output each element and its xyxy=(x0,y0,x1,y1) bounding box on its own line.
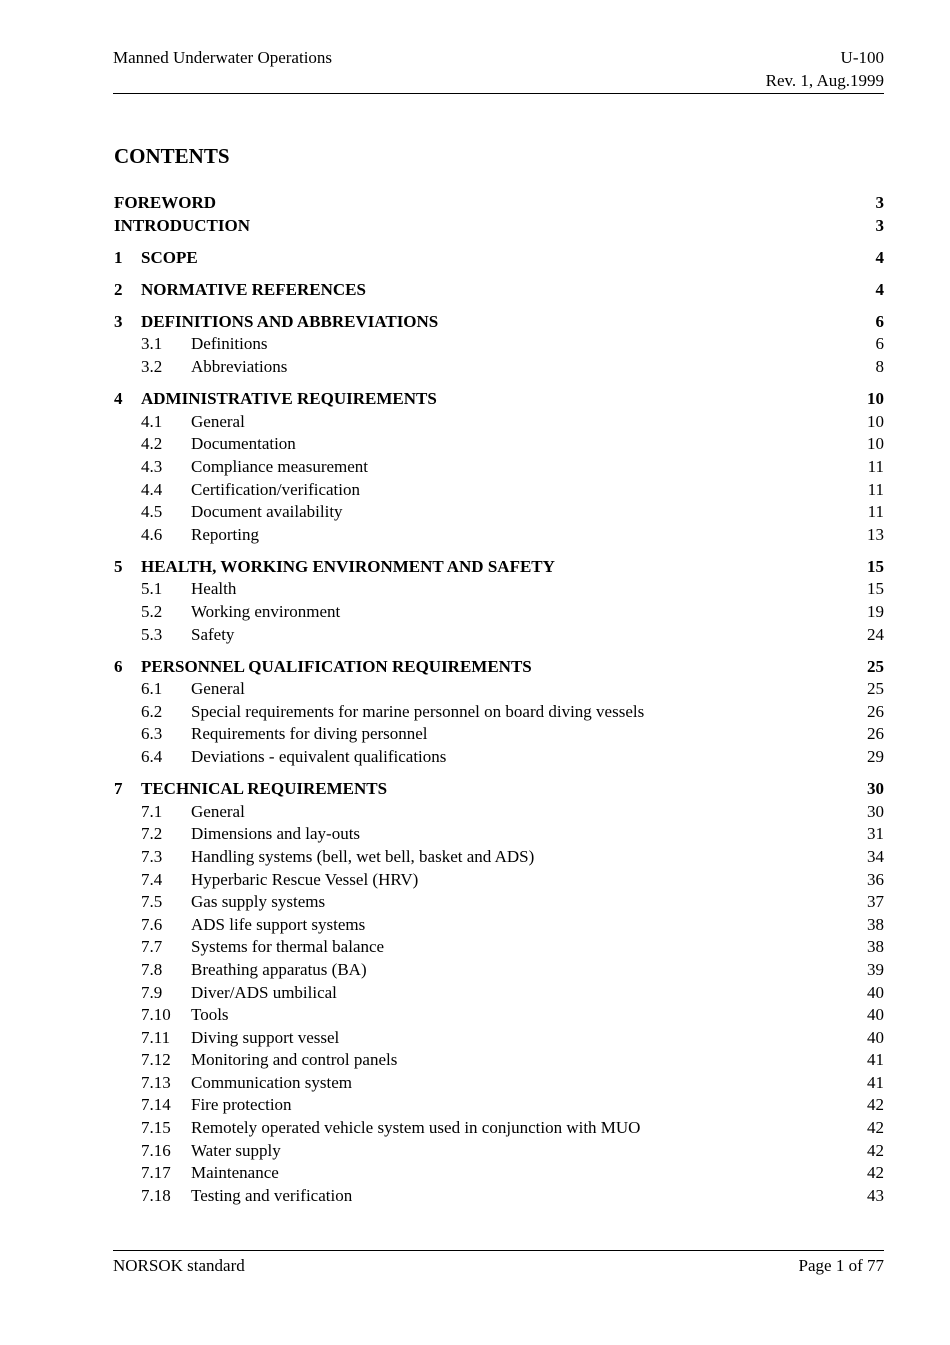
toc-entry-label: INTRODUCTION xyxy=(114,215,251,235)
toc-section-7-13[interactable] xyxy=(114,1072,884,1095)
toc-section-page: 8 xyxy=(875,357,884,377)
toc-entry-page: 3 xyxy=(875,215,884,235)
toc-section-page: 29 xyxy=(867,747,884,767)
toc-section-page: 11 xyxy=(867,456,884,476)
toc-section-7-4[interactable] xyxy=(114,869,884,892)
toc-section-7-2[interactable] xyxy=(114,823,884,846)
toc-section-number: 7.7 xyxy=(141,937,163,957)
toc-section-page: 39 xyxy=(867,959,884,979)
toc-section-6-4[interactable] xyxy=(114,746,884,769)
toc-section-number: 5.2 xyxy=(141,602,163,621)
toc-section-number: 7.4 xyxy=(141,869,163,889)
toc-section-7-12[interactable] xyxy=(114,1049,884,1072)
toc-section-label: Dimensions and lay-outs xyxy=(191,824,361,844)
contents-heading: CONTENTS xyxy=(114,144,230,168)
toc-section-label: Requirements for diving personnel xyxy=(191,724,428,744)
toc-section-3-1[interactable] xyxy=(114,333,884,356)
toc-chapter-number: 2 xyxy=(114,279,123,299)
toc-section-page: 15 xyxy=(867,579,884,599)
toc-section-3-2[interactable] xyxy=(114,356,884,379)
toc-section-5-1[interactable] xyxy=(114,578,884,601)
toc-section-6-2[interactable] xyxy=(114,701,884,724)
toc-section-number: 7.1 xyxy=(141,801,163,821)
toc-section-number: 4.4 xyxy=(141,479,163,499)
document-code: U-100 xyxy=(840,48,884,67)
toc-chapter-number: 7 xyxy=(114,779,123,799)
footer-divider xyxy=(113,1250,884,1251)
toc-chapter-label: ADMINISTRATIVE REQUIREMENTS xyxy=(141,389,437,409)
toc-section-page: 36 xyxy=(867,869,884,889)
toc-chapter-label: DEFINITIONS AND ABBREVIATIONS xyxy=(141,311,439,331)
toc-section-7-10[interactable] xyxy=(114,1004,884,1027)
table-of-contents xyxy=(114,192,884,1207)
toc-section-7-8[interactable] xyxy=(114,959,884,982)
toc-section-page: 26 xyxy=(867,724,884,744)
toc-section-number: 7.5 xyxy=(141,892,163,912)
toc-section-5-3[interactable] xyxy=(114,624,884,647)
toc-section-number: 7.18 xyxy=(141,1185,171,1205)
toc-section-label: Gas supply systems xyxy=(191,892,326,912)
toc-chapter-label: PERSONNEL QUALIFICATION REQUIREMENTS xyxy=(141,656,532,676)
toc-section-number: 6.3 xyxy=(141,724,163,744)
toc-section-7-14[interactable] xyxy=(114,1094,884,1117)
document-title: Manned Underwater Operations xyxy=(113,48,333,67)
toc-entry-label: FOREWORD xyxy=(114,193,216,212)
toc-chapter-1[interactable] xyxy=(114,247,884,270)
toc-section-page: 10 xyxy=(867,411,884,431)
toc-section-4-5[interactable] xyxy=(114,501,884,524)
toc-section-number: 5.1 xyxy=(141,579,163,599)
toc-section-7-17[interactable] xyxy=(114,1162,884,1185)
toc-section-page: 40 xyxy=(867,982,884,1002)
toc-section-label: Compliance measurement xyxy=(191,456,369,476)
toc-section-7-6[interactable] xyxy=(114,914,884,937)
toc-chapter-page: 4 xyxy=(875,279,884,299)
toc-chapter-label: HEALTH, WORKING ENVIRONMENT AND SAFETY xyxy=(141,556,555,576)
toc-chapter-number: 4 xyxy=(114,389,123,409)
toc-chapter-5[interactable] xyxy=(114,556,884,579)
toc-section-label: Monitoring and control panels xyxy=(191,1050,398,1070)
toc-chapter-7[interactable] xyxy=(114,778,884,801)
toc-section-page: 37 xyxy=(867,892,884,912)
toc-section-7-5[interactable] xyxy=(114,891,884,914)
toc-chapter-page: 25 xyxy=(867,656,884,676)
toc-section-number: 6.4 xyxy=(141,747,163,767)
toc-section-number: 7.15 xyxy=(141,1118,171,1138)
toc-section-page: 19 xyxy=(867,602,884,621)
toc-section-7-18[interactable] xyxy=(114,1185,884,1208)
toc-section-7-9[interactable] xyxy=(114,982,884,1005)
toc-section-page: 42 xyxy=(867,1140,884,1160)
toc-section-label: General xyxy=(191,801,245,821)
toc-section-number: 7.8 xyxy=(141,959,163,979)
toc-section-label: Water supply xyxy=(191,1140,281,1160)
toc-section-number: 7.14 xyxy=(141,1095,171,1115)
toc-section-number: 7.12 xyxy=(141,1050,171,1070)
toc-section-4-3[interactable] xyxy=(114,456,884,479)
toc-section-number: 6.2 xyxy=(141,701,163,721)
toc-section-label: General xyxy=(191,679,245,699)
toc-section-label: General xyxy=(191,411,245,431)
toc-section-page: 11 xyxy=(867,502,884,522)
toc-section-page: 38 xyxy=(867,937,884,957)
toc-section-number: 3.1 xyxy=(141,334,163,354)
toc-chapter-page: 6 xyxy=(875,311,884,331)
toc-section-label: Systems for thermal balance xyxy=(191,937,385,957)
toc-chapter-number: 1 xyxy=(114,247,123,267)
toc-chapter-label: TECHNICAL REQUIREMENTS xyxy=(141,779,388,799)
toc-chapter-3[interactable] xyxy=(114,311,884,334)
toc-entry-introduction[interactable] xyxy=(114,215,884,238)
page-number: Page 1 of 77 xyxy=(798,1256,884,1275)
toc-section-page: 34 xyxy=(867,846,884,866)
toc-section-label: Abbreviations xyxy=(191,357,288,377)
toc-section-4-1[interactable] xyxy=(114,411,884,434)
toc-section-label: Safety xyxy=(191,624,235,644)
toc-chapter-2[interactable] xyxy=(114,279,884,302)
toc-section-page: 24 xyxy=(867,624,884,644)
toc-section-7-7[interactable] xyxy=(114,936,884,959)
toc-section-number: 7.9 xyxy=(141,982,163,1002)
toc-section-4-6[interactable] xyxy=(114,524,884,547)
toc-section-7-15[interactable] xyxy=(114,1117,884,1140)
toc-section-label: Documentation xyxy=(191,434,296,454)
toc-section-label: Reporting xyxy=(191,524,259,544)
toc-section-page: 30 xyxy=(867,801,884,821)
toc-chapter-page: 30 xyxy=(867,779,884,799)
toc-section-page: 10 xyxy=(867,434,884,454)
toc-section-page: 42 xyxy=(867,1118,884,1138)
toc-section-label: Fire protection xyxy=(191,1095,292,1115)
toc-section-number: 4.5 xyxy=(141,502,163,522)
toc-section-number: 7.13 xyxy=(141,1072,171,1092)
toc-section-6-3[interactable] xyxy=(114,723,884,746)
toc-section-number: 7.6 xyxy=(141,914,163,934)
toc-section-6-1[interactable] xyxy=(114,678,884,701)
toc-section-4-4[interactable] xyxy=(114,479,884,502)
toc-chapter-label: NORMATIVE REFERENCES xyxy=(141,279,366,299)
toc-entry-page: 3 xyxy=(875,193,884,212)
page-footer xyxy=(113,1250,884,1277)
toc-chapter-page: 4 xyxy=(875,247,884,267)
toc-section-label: Special requirements for marine personnel on board diving vessels xyxy=(191,701,645,721)
toc-section-label: Working environment xyxy=(191,602,341,621)
toc-section-page: 43 xyxy=(867,1185,884,1205)
toc-section-7-3[interactable] xyxy=(114,846,884,869)
toc-section-label: Health xyxy=(191,579,237,599)
toc-section-number: 5.3 xyxy=(141,624,163,644)
toc-section-page: 11 xyxy=(867,479,884,499)
document-revision: Rev. 1, Aug.1999 xyxy=(765,71,884,90)
toc-section-number: 7.11 xyxy=(141,1027,171,1047)
toc-section-page: 38 xyxy=(867,914,884,934)
toc-section-number: 4.6 xyxy=(141,524,163,544)
toc-section-label: Diver/ADS umbilical xyxy=(191,982,337,1002)
toc-section-page: 42 xyxy=(867,1163,884,1183)
toc-section-label: Testing and verification xyxy=(191,1185,353,1205)
toc-section-label: Maintenance xyxy=(191,1163,279,1183)
toc-section-page: 6 xyxy=(875,334,884,354)
toc-section-number: 4.1 xyxy=(141,411,163,431)
toc-chapter-label: SCOPE xyxy=(141,247,198,267)
toc-chapter-page: 10 xyxy=(867,389,884,409)
toc-section-page: 31 xyxy=(867,824,884,844)
toc-section-7-11[interactable] xyxy=(114,1027,884,1050)
toc-chapter-page: 15 xyxy=(867,556,884,576)
toc-section-page: 41 xyxy=(867,1072,884,1092)
toc-section-label: Communication system xyxy=(191,1072,353,1092)
toc-section-number: 7.16 xyxy=(141,1140,171,1160)
footer-standard: NORSOK standard xyxy=(113,1256,245,1275)
toc-section-label: Hyperbaric Rescue Vessel (HRV) xyxy=(191,869,419,889)
toc-section-page: 41 xyxy=(867,1050,884,1070)
toc-section-label: Breathing apparatus (BA) xyxy=(191,959,367,979)
toc-section-number: 7.17 xyxy=(141,1163,171,1183)
toc-section-4-2[interactable] xyxy=(114,433,884,456)
toc-section-7-1[interactable] xyxy=(114,801,884,824)
toc-section-label: Handling systems (bell, wet bell, basket and ADS) xyxy=(191,846,535,866)
toc-section-page: 42 xyxy=(867,1095,884,1115)
toc-chapter-number: 5 xyxy=(114,556,123,576)
toc-chapter-number: 3 xyxy=(114,311,123,331)
toc-section-page: 25 xyxy=(867,679,884,699)
toc-section-label: Diving support vessel xyxy=(191,1027,340,1047)
toc-section-label: Certification/verification xyxy=(191,479,360,499)
toc-entry-foreword[interactable] xyxy=(114,192,884,215)
toc-section-page: 40 xyxy=(867,1027,884,1047)
toc-chapter-4[interactable] xyxy=(114,388,884,411)
toc-section-label: Tools xyxy=(191,1005,229,1025)
toc-chapter-6[interactable] xyxy=(114,656,884,679)
toc-section-number: 6.1 xyxy=(141,679,163,699)
toc-section-label: Definitions xyxy=(191,334,268,354)
toc-chapter-number: 6 xyxy=(114,656,123,676)
toc-section-7-16[interactable] xyxy=(114,1140,884,1163)
toc-section-number: 4.3 xyxy=(141,456,163,476)
toc-section-number: 3.2 xyxy=(141,357,163,377)
toc-section-page: 40 xyxy=(867,1005,884,1025)
toc-section-page: 26 xyxy=(867,701,884,721)
header-divider xyxy=(113,93,884,94)
toc-section-number: 7.10 xyxy=(141,1005,171,1025)
toc-section-number: 7.2 xyxy=(141,824,163,844)
toc-section-page: 13 xyxy=(867,524,884,544)
toc-section-5-2[interactable] xyxy=(114,601,884,624)
toc-section-label: Document availability xyxy=(191,502,343,522)
toc-section-label: ADS life support systems xyxy=(191,914,366,934)
page-header xyxy=(113,46,884,94)
toc-section-number: 7.3 xyxy=(141,846,163,866)
toc-section-label: Remotely operated vehicle system used in conjunction with MUO xyxy=(191,1118,641,1138)
toc-section-label: Deviations - equivalent qualifications xyxy=(191,747,447,767)
toc-section-number: 4.2 xyxy=(141,434,163,454)
